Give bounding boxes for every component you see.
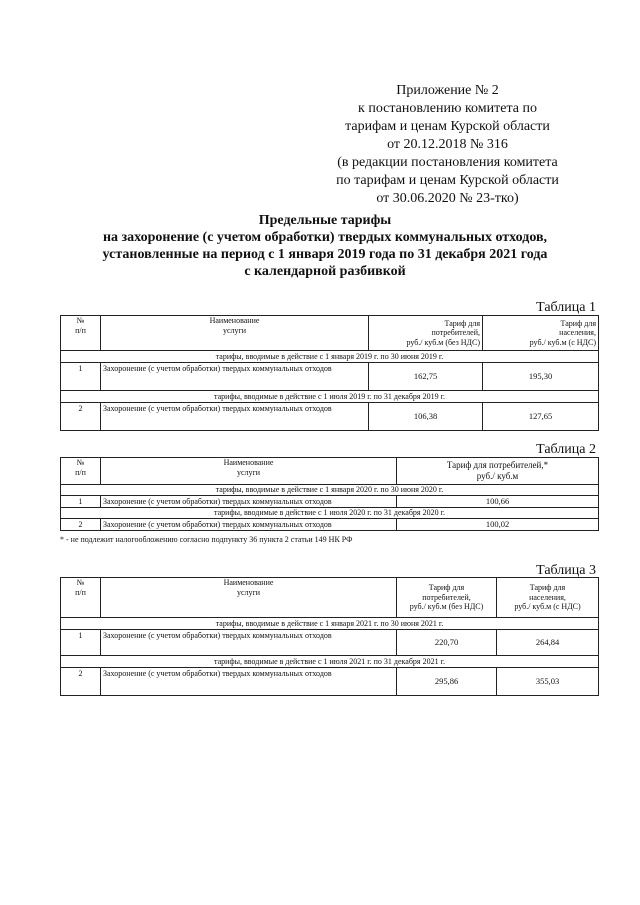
table-row [61,668,599,696]
row-num: 1 [61,496,101,508]
row-service: Захоронение (с учетом обработки) твердых коммунальных отходов [101,630,397,656]
row-service: Захоронение (с учетом обработки) твердых коммунальных отходов [101,496,397,508]
period-row [61,351,599,363]
period-row [61,391,599,403]
table-header-row [61,316,599,351]
appendix-line: от 20.12.2018 № 316 [387,137,508,152]
document-title [60,212,590,280]
row-consumers-value: 295,86 [397,668,497,696]
header-name: Наименование услуги [101,458,397,485]
row-num: 1 [61,630,101,656]
table-row [61,496,599,508]
row-service: Захоронение (с учетом обработки) твердых коммунальных отходов [101,363,369,391]
title-line: на захоронение (с учетом обработки) твердых коммунальных отходов, [102,230,548,245]
table-header-row [61,578,599,618]
header-consumers: Тариф для потребителей,* руб./ куб.м [397,458,599,485]
table-row [61,403,599,431]
title-line: с календарной разбивкой [244,264,406,279]
appendix-line: Приложение № 2 [396,83,499,98]
row-service: Захоронение (с учетом обработки) твердых коммунальных отходов [101,403,369,431]
row-num: 2 [61,668,101,696]
header-consumers: Тариф для потребителей, руб./ куб.м (без НДС) [397,578,497,618]
period-text: тарифы, вводимые в действие с 1 января 2020 г. по 30 июня 2020 г. [61,485,599,496]
header-population: Тариф для населения, руб./ куб.м (с НДС) [497,578,599,618]
table-header-row [61,458,599,485]
row-consumers-value: 220,70 [397,630,497,656]
header-num: № п/п [61,578,101,618]
period-text: тарифы, вводимые в действие с 1 января 2021 г. по 30 июня 2021 г. [61,618,599,630]
appendix-line: от 30.06.2020 № 23-тко) [376,191,519,206]
row-consumers-value: 100,66 [397,496,599,508]
header-consumers: Тариф для потребителей, руб./ куб.м (без НДС) [369,316,483,351]
row-population-value: 127,65 [483,403,599,431]
row-consumers-value: 106,38 [369,403,483,431]
period-text: тарифы, вводимые в действие с 1 июля 2021 г. по 31 декабря 2021 г. [61,656,599,668]
header-name: Наименование услуги [101,578,397,618]
tariff-table-2 [60,457,599,531]
table-row [61,630,599,656]
period-text: тарифы, вводимые в действие с 1 июля 2019 г. по 31 декабря 2019 г. [61,391,599,403]
row-population-value: 195,30 [483,363,599,391]
appendix-line: (в редакции постановления комитета [337,155,558,170]
row-consumers-value: 162,75 [369,363,483,391]
title-line: установленные на период с 1 января 2019 года по 31 декабря 2021 года [102,247,548,262]
tariff-table-1 [60,315,599,431]
table-2-caption: Таблица 2 [536,442,596,457]
period-row [61,508,599,519]
period-text: тарифы, вводимые в действие с 1 января 2019 г. по 30 июня 2019 г. [61,351,599,363]
header-population: Тариф для населения, руб./ куб.м (с НДС) [483,316,599,351]
appendix-line: тарифам и ценам Курской области [345,119,550,134]
header-num: № п/п [61,316,101,351]
appendix-header [305,82,590,208]
row-num: 2 [61,519,101,531]
tariff-table-3 [60,577,599,696]
row-num: 1 [61,363,101,391]
row-service: Захоронение (с учетом обработки) твердых коммунальных отходов [101,668,397,696]
table-3-caption: Таблица 3 [536,563,596,578]
period-row [61,485,599,496]
appendix-line: к постановлению комитета по [358,101,537,116]
title-line: Предельные тарифы [258,213,392,228]
period-text: тарифы, вводимые в действие с 1 июля 2020 г. по 31 декабря 2020 г. [61,508,599,519]
row-num: 2 [61,403,101,431]
appendix-line: по тарифам и ценам Курской области [336,173,559,188]
row-consumers-value: 100,02 [397,519,599,531]
period-row [61,656,599,668]
table-1-caption: Таблица 1 [536,300,596,315]
row-population-value: 355,03 [497,668,599,696]
row-population-value: 264,84 [497,630,599,656]
row-service: Захоронение (с учетом обработки) твердых коммунальных отходов [101,519,397,531]
table-row [61,519,599,531]
header-name: Наименование услуги [101,316,369,351]
period-row [61,618,599,630]
table-row [61,363,599,391]
table-2-footnote: * - не подлежит налогообложению согласно подпункту 36 пункта 2 статьи 149 НК РФ [60,535,353,544]
header-num: № п/п [61,458,101,485]
